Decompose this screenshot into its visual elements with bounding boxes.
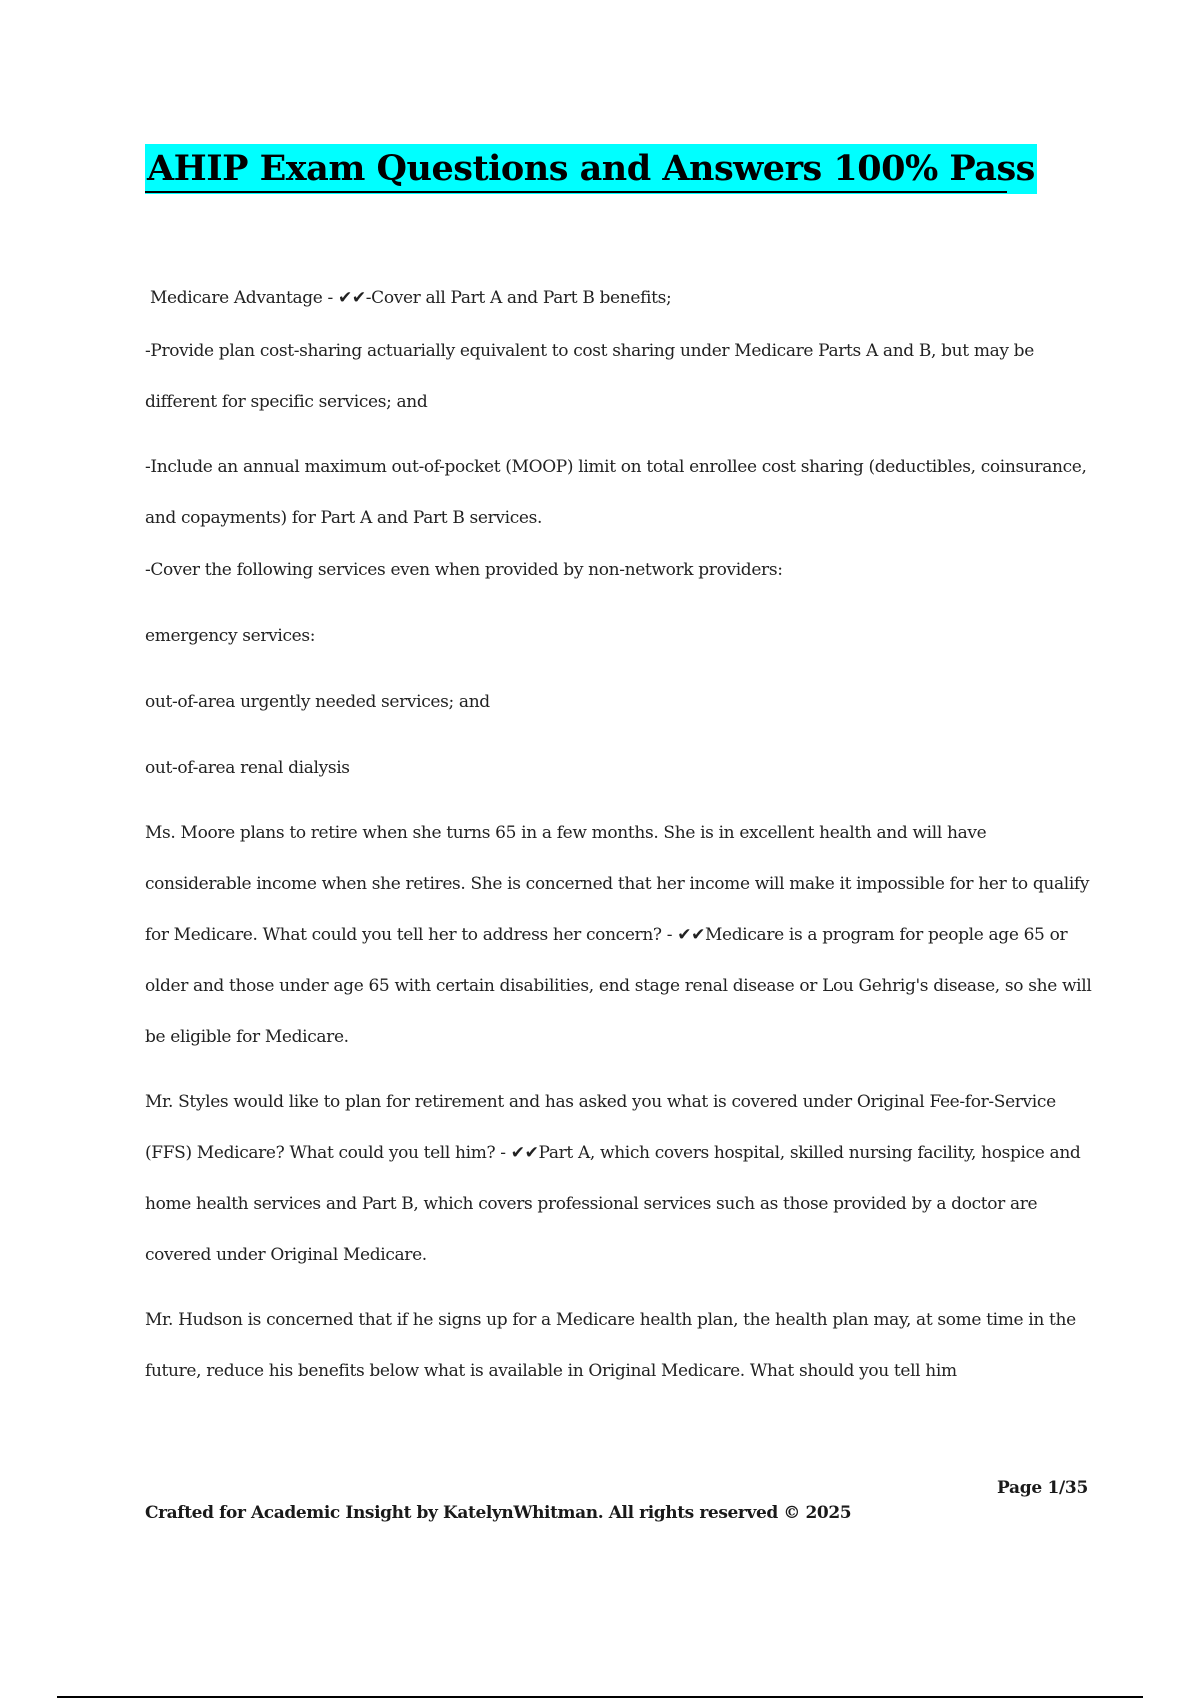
paragraph-renal: out-of-area renal dialysis bbox=[145, 758, 350, 778]
paragraph-ms-moore: Ms. Moore plans to retire when she turns 65 in a few months. She is in excellent health and will have considerable income when she retires. She is concerned that her income will make it impossible for her to qualify for Medicare. What could you tell her to address her concern? - ✔✔Medicare is a program for people age 65 or older and those under age 65 with certain disabilities, end stage renal disease or Lou Gehrig's disease, so she will be eligible for Medicare. bbox=[145, 823, 1092, 1047]
page-number: Page 1/35 bbox=[997, 1478, 1088, 1498]
paragraph-non-network: -Cover the following services even when provided by non-network providers: bbox=[145, 560, 783, 580]
footer-copyright: Crafted for Academic Insight by KatelynWhitman. All rights reserved © 2025 bbox=[145, 1503, 852, 1523]
paragraph-mr-hudson: Mr. Hudson is concerned that if he signs up for a Medicare health plan, the health plan may, at some time in the future, reduce his benefits below what is available in Original Medicare. What should you tell him bbox=[145, 1310, 1076, 1381]
document-body bbox=[145, 278, 1095, 1399]
title-underline bbox=[145, 191, 1007, 193]
paragraph-cost-sharing: -Provide plan cost-sharing actuarially equivalent to cost sharing under Medicare Parts A and B, but may be different for specific services; and bbox=[145, 341, 1034, 412]
paragraph-medicare-advantage: Medicare Advantage - ✔✔-Cover all Part A and Part B benefits; bbox=[150, 288, 672, 308]
paragraph-emergency: emergency services: bbox=[145, 626, 316, 646]
page-title: AHIP Exam Questions and Answers 100% Pass bbox=[145, 144, 1037, 194]
page-bottom-rule bbox=[57, 1696, 1143, 1698]
paragraph-mr-styles: Mr. Styles would like to plan for retirement and has asked you what is covered under Original Fee-for-Service (FFS) Medicare? What could you tell him? - ✔✔Part A, which covers hospital, skilled nursing facility, hospice and home health services and Part B, which covers professional services such as those provided by a doctor are covered under Original Medicare. bbox=[145, 1092, 1081, 1265]
paragraph-moop: -Include an annual maximum out-of-pocket (MOOP) limit on total enrollee cost sharing (deductibles, coinsurance, and copayments) for Part A and Part B services. bbox=[145, 457, 1087, 528]
paragraph-urgent: out-of-area urgently needed services; and bbox=[145, 692, 490, 712]
